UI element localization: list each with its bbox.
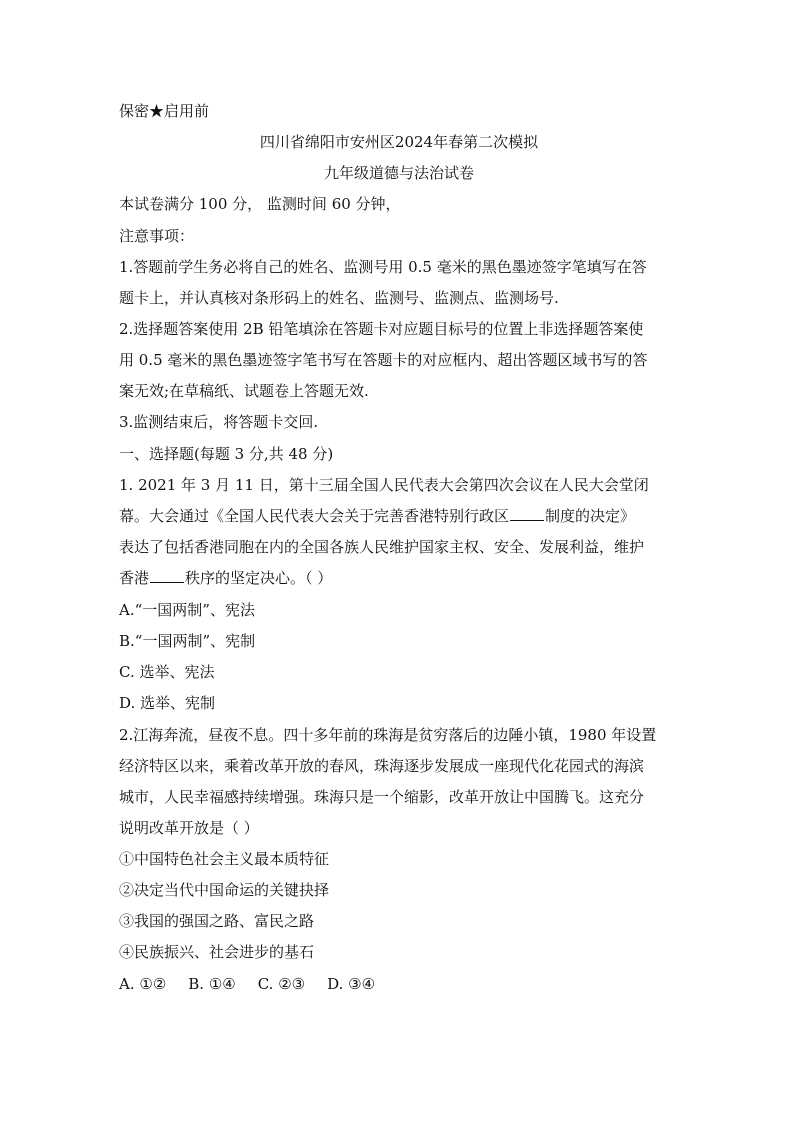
question-1-text: 秩序的坚定决心。（ ）	[185, 569, 333, 587]
exam-title-line1: 四川省绵阳市安州区2024年春第二次模拟	[259, 133, 539, 151]
question-2-item: ②决定当代中国命运的关键抉择	[119, 881, 330, 899]
question-2-option-a: A. ①②	[119, 975, 167, 993]
question-2-line: 城市，人民幸福感持续增强。珠海只是一个缩影，改革开放让中国腾飞。这充分	[119, 788, 645, 806]
question-1-option-c: C. 选举、宪法	[119, 663, 215, 681]
note-line: 题卡上，并认真核对条形码上的姓名、监测号、监测点、监测场号.	[119, 289, 559, 307]
question-1-option-a: A.“一国两制”、宪法	[119, 601, 255, 619]
note-line: 案无效;在草稿纸、试题卷上答题无效.	[119, 382, 369, 400]
question-1-line: 表达了包括香港同胞在内的全国各族人民维护国家主权、安全、发展利益，维护	[119, 538, 645, 556]
question-1-text: 幕。大会通过《全国人民代表大会关于完善香港特别行政区	[119, 507, 510, 525]
question-1-option-d: D. 选举、宪制	[119, 694, 216, 712]
question-2-line: 说明改革开放是（ ）	[119, 819, 259, 837]
question-1-text: 制度的决定》	[545, 507, 636, 525]
exam-title-line2: 九年级道德与法治试卷	[323, 164, 474, 182]
question-2-options	[119, 974, 679, 994]
question-2-item: ③我国的强国之路、富民之路	[119, 912, 315, 930]
confidential-mark: 保密★启用前	[119, 102, 210, 120]
notes-title: 注意事项：	[119, 227, 195, 245]
question-1-line	[119, 506, 679, 526]
question-2-option-d: D. ③④	[327, 975, 376, 993]
question-2-line: 2.江海奔流，昼夜不息。四十多年前的珠海是贫穷落后的边陲小镇，1980 年设置	[119, 726, 657, 744]
answer-blank	[150, 568, 184, 583]
question-1-text: 香港	[119, 569, 150, 587]
section-title: 一、选择题(每题 3 分,共 48 分)	[119, 445, 334, 463]
question-1-line	[119, 568, 679, 588]
note-line: 3.监测结束后，将答题卡交回.	[119, 413, 319, 431]
note-line: 1.答题前学生务必将自己的姓名、监测号用 0.5 毫米的黑色墨迹签字笔填写在答	[119, 258, 647, 276]
question-2-item: ①中国特色社会主义最本质特征	[119, 850, 330, 868]
question-1-option-b: B.“一国两制”、宪制	[119, 632, 256, 650]
answer-blank	[510, 506, 544, 521]
question-1-line: 1. 2021 年 3 月 11 日，第十三届全国人民代表大会第四次会议在人民大会堂闭	[119, 476, 649, 494]
question-2-line: 经济特区以来，乘着改革开放的春风，珠海逐步发展成一座现代化花园式的海滨	[119, 757, 645, 775]
question-2-option-b: B. ①④	[188, 975, 236, 993]
score-time-info: 本试卷满分 100 分， 监测时间 60 分钟，	[119, 195, 401, 213]
note-line: 2.选择题答案使用 2B 铅笔填涂在答题卡对应题目标号的位置上非选择题答案使	[119, 320, 644, 338]
question-2-option-c: C. ②③	[257, 975, 306, 993]
note-line: 用 0.5 毫米的黑色墨迹签字笔书写在答题卡的对应框内、超出答题区域书写的答	[119, 351, 648, 369]
question-2-item: ④民族振兴、社会进步的基石	[119, 943, 315, 961]
